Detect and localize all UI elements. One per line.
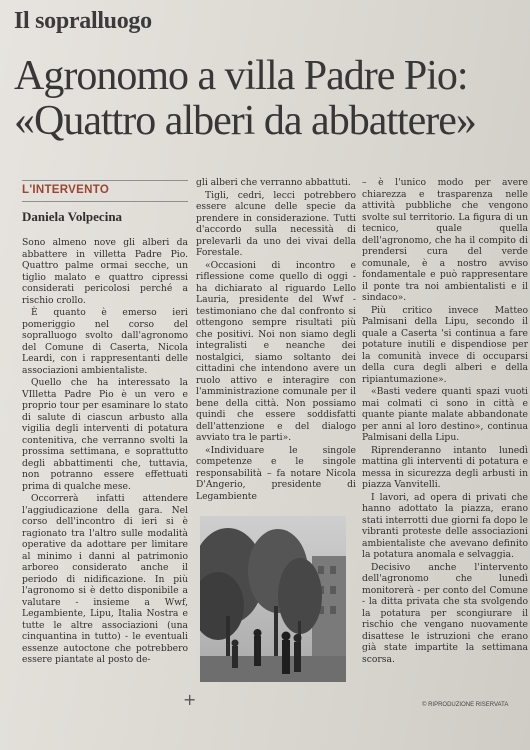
paragraph: Quello che ha interessato la VIlletta Padre Pio è un vero e proprio tour per esaminare lo stato di salute di ciascun arbusto alla vigilia degli interventi di potatura contenitiva, che verranno svolti la prossima settimana, e soprattutto degli abbattimenti che, tuttavia, non potranno essere effettuati prima di qualche mese. [22,377,188,492]
villetta-photo [200,516,346,682]
article-column-1 [22,237,188,667]
article-column-3 [362,177,528,666]
headline [14,54,530,144]
rubric-top-rule [22,180,188,181]
paragraph: Tigli, cedri, lecci potrebbero essere alcune delle specie da prendere in considerazione. Tutti d'accordo sulla necessità di prelevarli da uno dei vivai della Forestale. [196,189,356,258]
byline: Daniela Volpecina [22,209,123,224]
paragraph: Più critico invece Matteo Palmisani della Lipu, secondo il quale a Caserta 'si continua a fare potature inutili e dispendiose per la comunità invece di occuparsi della cura degli alberi e della ripiantumazione». [362,304,528,385]
park-trees-image [200,516,346,682]
paragraph: Occorrerà infatti attendere l'aggiudicazione della gara. Nel corso dell'incontro di ieri si è ragionato tra l'altro sulle modalità operative da adottare per limitare al minimo i danni al patrimonio arboreo considerato anche il periodo di nidificazione. In più l'agronomo si è detto disponibile a valutare - insieme a Wwf, Legambiente, Lipu, Italia Nostra e tutte le altre associazioni (una cinquantina in tutto) - le eventuali essenze autoctone che potrebbero essere piantate al posto de- [22,493,188,665]
paragraph: – è l'unico modo per avere chiarezza e trasparenza nelle attività pubbliche che vengono svolte sul territorio. La figura di un tecnico, quale quella dell'agronomo, che ha il compito di prendersi cura del verde comunale, è a nostro avviso fondamentale e può rappresentare il ponte tra noi ambientalisti e il sindaco». [362,177,528,303]
paragraph: «Occasioni di incontro e riflessione come quello di oggi - ha dichiarato al riguardo Lello Lauria, presidente del Wwf - testimoniano che dal confronto si ottengono sempre risultati più che positivi. Noi non siamo degli integralisti e neanche dei nostalgici, siamo soltanto dei cittadini che intendono avere un ruolo attivo e interagire con l'amministrazione comunale per il bene della città. Non possiamo quindi che essere soddisfatti dell'attenzione e del dialogo avviato tra le parti». [196,259,356,443]
headline-line-1: Agronomo a villa Padre Pio: [14,53,468,99]
paragraph: Sono almeno nove gli alberi da abbattere in villetta Padre Pio. Quattro palme ormai secche, un tiglio malato e quattro cipressi considerati pericolosi perché a rischio crollo. [22,237,188,306]
paragraph: Riprenderanno intanto lunedì mattina gli interventi di potatura e messa in sicurezza degli arbusti in piazza Vanvitelli. [362,444,528,490]
copyright-credit: © RIPRODUZIONE RISERVATA [422,702,509,708]
rubric-label: L'INTERVENTO [22,184,110,196]
section-kicker: Il sopralluogo [14,8,152,34]
paragraph: I lavori, ad opera di privati che hanno adottato la piazza, erano stati interrotti due giorni fa dopo le vibranti proteste delle associazioni ambientaliste che avevano definito la potatura anomala e selvaggia. [362,491,528,560]
registration-mark-icon: + [183,690,197,709]
paragraph: Decisivo anche l'intervento dell'agronomo che lunedì monitorerà - per conto del Comune - la ditta privata che sta svolgendo la potatura per scongiurare il rischio che vengano nuovamente disattese le istruzioni che erano già state impartite la settimana scorsa. [362,561,528,665]
rubric-bottom-rule [22,201,188,202]
paragraph: «Basti vedere quanti spazi vuoti mai colmati ci sono in città e quante piante malate abbandonate per anni al loro destino», continua Palmisani della Lipu. [362,386,528,443]
article-column-2 [196,177,356,503]
paragraph: È quanto è emerso ieri pomeriggio nel corso del sopralluogo svolto dall'agronomo del Comune di Caserta, Nicola Leardi, con i rappresentanti delle associazioni ambientaliste. [22,307,188,376]
headline-line-2: «Quattro alberi da abbattere» [14,98,476,144]
paragraph: «Individuare le singole competenze e le singole responsabilità – fa notare Nicola D'Angerio, presidente di Legambiente [196,444,356,502]
paragraph: gli alberi che verranno abbattuti. [196,177,351,188]
